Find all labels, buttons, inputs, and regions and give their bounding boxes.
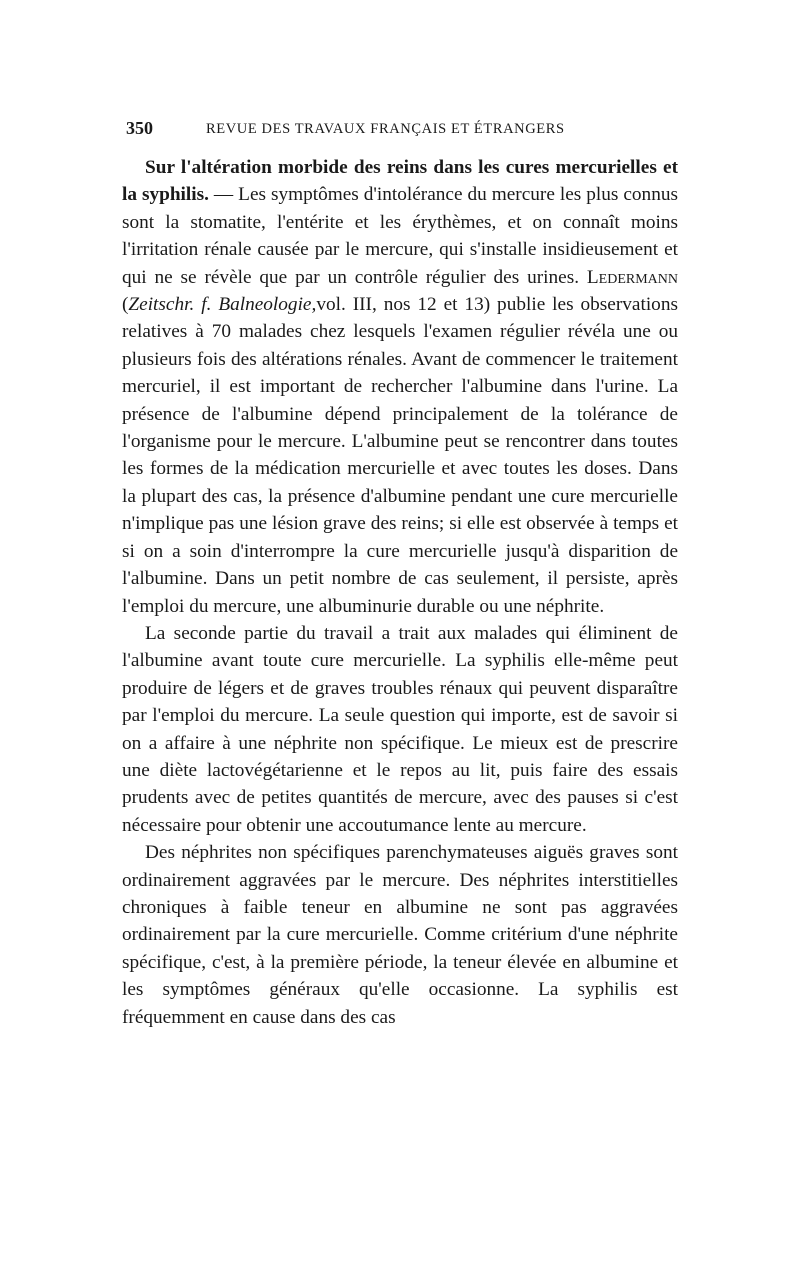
running-title: REVUE DES TRAVAUX FRANÇAIS ET ÉTRANGERS xyxy=(206,121,565,137)
paragraph-3: Des néphrites non spécifiques parenchymateuses aiguës graves sont ordinairement aggravées par le mercure. Des néphrites interstitielles chroniques à faible teneur en albumine ne sont pas aggravées ordinairement par la cure mercurielle. Comme critérium d'une néphrite spécifique, c'est, à la première période, la teneur élevée en albumine et les symptômes généraux qu'elle occasionne. La syphilis est fréquemment en cause dans des cas xyxy=(122,842,678,1028)
paragraph-1-text-b: ( xyxy=(122,294,129,316)
article-title: Sur l'altération morbide des reins dans les cures mercurielles et la syphilis. xyxy=(122,157,678,206)
article-body xyxy=(122,154,678,1031)
page-number: 350 xyxy=(126,118,153,138)
document-page xyxy=(122,118,678,1031)
paragraph-1-text-a: — Les symptômes d'intolérance du mercure les plus connus sont la stomatite, l'entérite et les érythèmes, et on connaît moins l'irritation rénale causée par le mercure, qui s'installe insidieusement et qui ne se révèle que par un contrôle régulier des urines. xyxy=(122,184,678,288)
running-header xyxy=(122,118,678,144)
paragraph-2: La seconde partie du travail a trait aux malades qui éliminent de l'albumine avant toute cure mercurielle. La syphilis elle-même peut produire de légers et de graves troubles rénaux qui peuvent disparaître par l'emploi du mercure. La seule question qui importe, est de savoir si on a affaire à une néphrite non spécifique. Le mieux est de prescrire une diète lactovégétarienne et le repos au lit, puis faire des essais prudents avec de petites quantités de mercure, avec des pauses si c'est nécessaire pour obtenir une accoutumance lente au mercure. xyxy=(122,622,678,836)
author-name: Ledermann xyxy=(586,266,678,288)
paragraph-1 xyxy=(122,154,678,620)
journal-citation: Zeitschr. f. Balneologie, xyxy=(128,294,317,316)
paragraph-1-text-c: vol. III, nos 12 et 13) publie les observations relatives à 70 malades chez lesquels l'examen régulier révéla une ou plusieurs fois des altérations rénales. Avant de commencer le traitement mercuriel, il est important de rechercher l'albumine dans l'urine. La présence de l'albumine dépend principalement de la tolérance de l'organisme pour le mercure. L'albumine peut se rencontrer dans toutes les formes de la médication mercurielle et avec toutes les doses. Dans la plupart des cas, la présence d'albumine pendant une cure mercurielle n'implique pas une lésion grave des reins; si elle est observée à temps et si on a soin d'interrompre la cure mercurielle jusqu'à disparition de l'albumine. Dans un petit nombre de cas seulement, il persiste, après l'emploi du mercure, une albuminurie durable ou une néphrite. xyxy=(122,294,678,617)
